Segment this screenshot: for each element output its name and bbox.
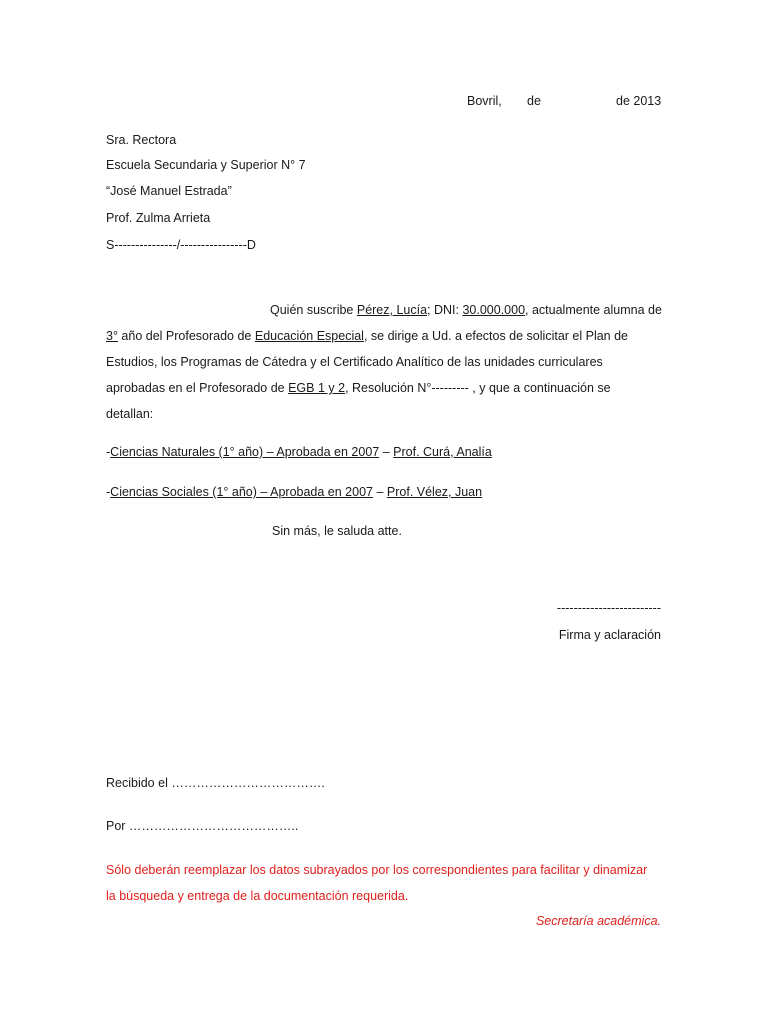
date-de-2: de 2013 [616,94,662,108]
date-city: Bovril, [467,94,502,108]
body-line-3: Estudios, los Programas de Cátedra y el Certificado Analítico de las unidades curriculares [106,355,603,369]
body-resolucion: , Resolución N°--------- , y que a continuación se [345,381,611,395]
signature-line: ------------------------- [556,601,661,615]
subject-bullet: - [106,485,111,499]
addressee-school: Escuela Secundaria y Superior N° 7 [106,158,306,172]
closing-text: Sin más, le saluda atte. [272,524,402,538]
subject-item [106,444,661,460]
signature-label: Firma y aclaración [558,628,661,642]
subject-professor: Prof. Curá, Analía [393,445,492,459]
subject-bullet: - [106,445,111,459]
received-by: Por ………………………………….. [106,819,299,833]
body-aprobadas: aprobadas en el Profesorado de [106,381,289,395]
subject-separator: – [372,485,387,499]
instructions-note-2: la búsqueda y entrega de la documentación requerida. [106,889,409,903]
body-solicitar: , se dirige a Ud. a efectos de solicitar el Plan de [363,329,629,343]
addressee-title: Sra. Rectora [106,133,177,147]
student-name: Pérez, Lucía [356,303,428,317]
secretaria-signature: Secretaría académica. [535,914,661,928]
subject-name: Ciencias Sociales (1° año) – Aprobada en 2007 [110,485,373,499]
subject-item [106,484,661,500]
subject-name: Ciencias Naturales (1° año) – Aprobada en 2007 [110,445,380,459]
body-line-2 [106,328,661,344]
addressee-rector: Prof. Zulma Arrieta [106,211,211,225]
addressee-school-name: “José Manuel Estrada” [106,184,232,198]
approved-profesorado: EGB 1 y 2 [288,381,346,395]
student-dni: 30.000.000 [462,303,526,317]
body-line-4 [106,380,661,396]
body-line-1 [270,302,661,318]
body-line-5: detallan: [106,407,154,421]
body-alumna: , actualmente alumna de [525,303,662,317]
received-date: Recibido el ………………………………. [106,776,325,790]
body-suscribe: Quién suscribe [270,303,357,317]
date-de-1: de [527,94,541,108]
student-profesorado: Educación Especial [254,329,364,343]
instructions-note-1: Sólo deberán reemplazar los datos subrayados por los correspondientes para facilitar y dinamizar [106,863,648,877]
body-dni-label: ; DNI: [427,303,463,317]
body-profesorado: año del Profesorado de [117,329,255,343]
student-year: 3° [106,329,118,343]
subject-separator: – [379,445,394,459]
addressee-sd: S---------------/----------------D [106,238,256,252]
subject-professor: Prof. Vélez, Juan [386,485,483,499]
